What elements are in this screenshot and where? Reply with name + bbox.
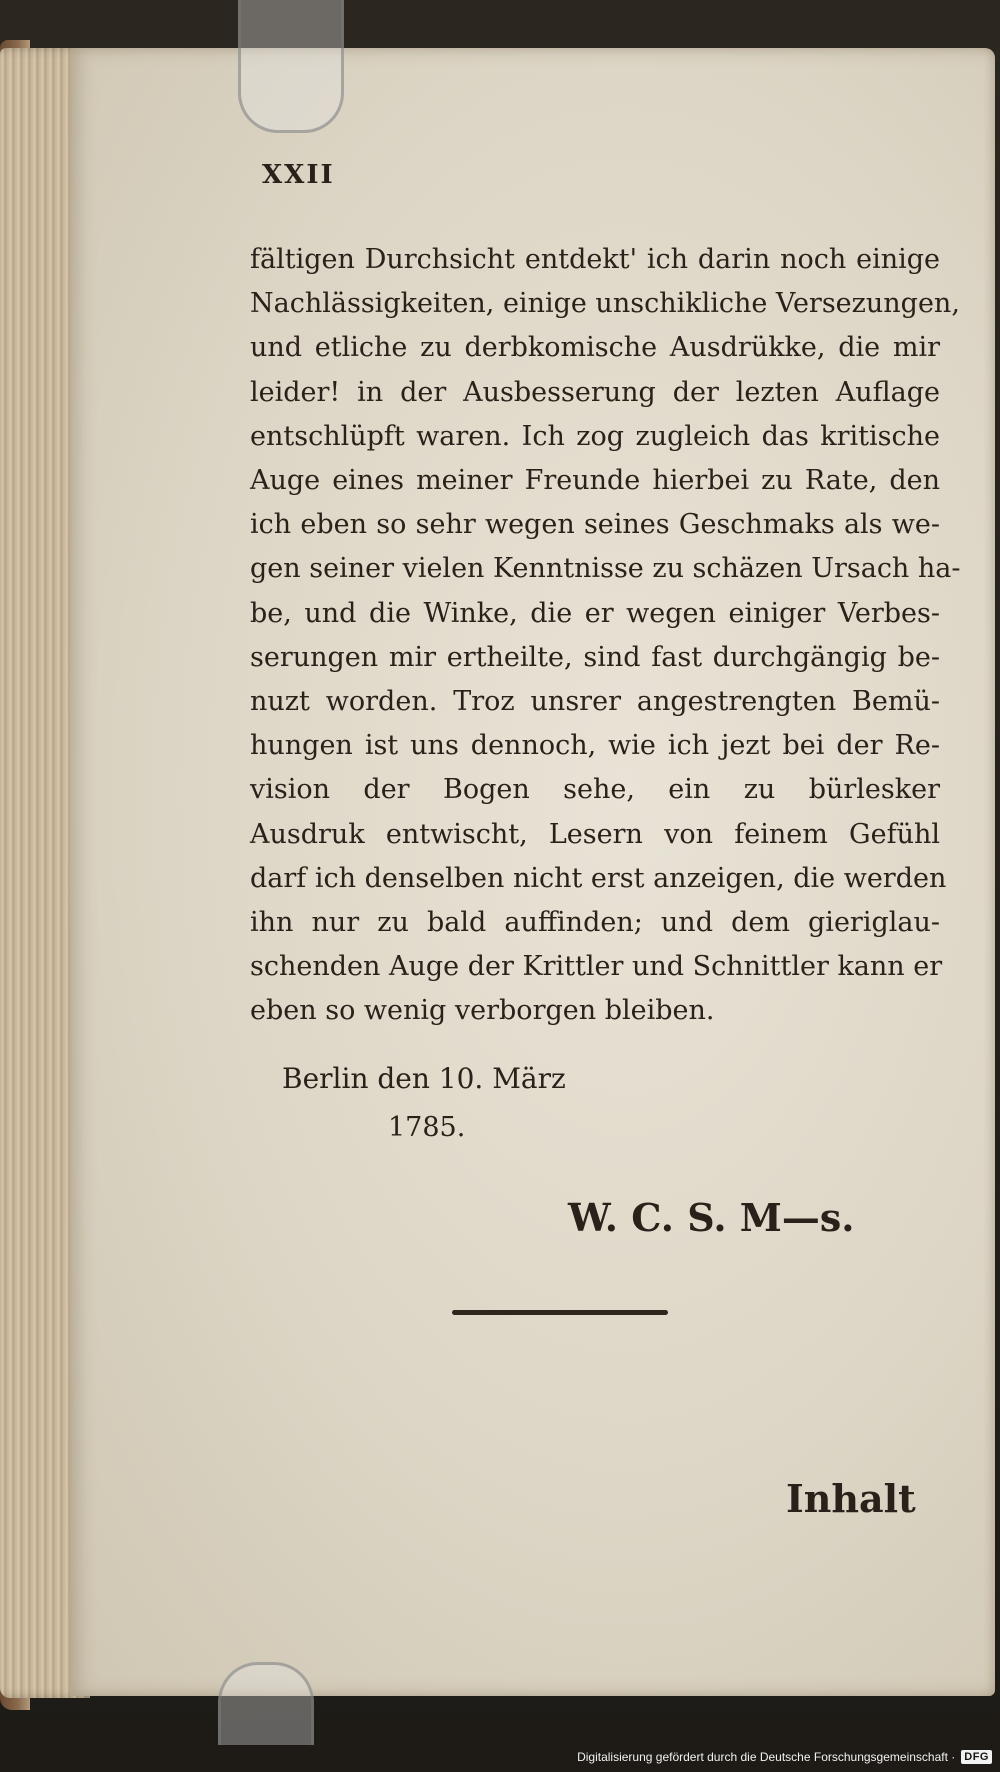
text-line: hungen ist uns dennoch, wie ich jezt bei der Re- xyxy=(250,730,940,762)
credit-text: Digitalisierung gefördert durch die Deutsche Forschungsgemeinschaft · xyxy=(577,1750,956,1764)
signature: W. C. S. M—s. xyxy=(568,1195,855,1240)
page-number: XXII xyxy=(262,160,335,190)
text-line: Nachlässigkeiten, einige unschikliche Versezungen, xyxy=(250,288,960,320)
text-line: Auge eines meiner Freunde hierbei zu Rate, den xyxy=(250,465,940,497)
text-line: vision der Bogen sehe, ein zu bürlesker xyxy=(250,774,940,806)
text-line: darf ich denselben nicht erst anzeigen, die werden xyxy=(250,862,947,894)
text-line: ich eben so sehr wegen seines Geschmaks als we- xyxy=(250,509,940,541)
body-text xyxy=(250,238,961,1034)
text-line: und etliche zu derbkomische Ausdrükke, die mir xyxy=(250,332,940,364)
dfg-logo: DFG xyxy=(961,1750,992,1764)
text-line: be, und die Winke, die er wegen einiger Verbes- xyxy=(250,597,940,629)
digitization-credit xyxy=(577,1750,992,1764)
place-date: Berlin den 10. März xyxy=(282,1062,566,1095)
text-line: schenden Auge der Krittler und Schnittler kann er xyxy=(250,951,943,983)
catchword: Inhalt xyxy=(786,1476,916,1521)
text-line: eben so wenig verborgen bleiben. xyxy=(250,995,715,1027)
divider-rule xyxy=(452,1310,668,1315)
text-line: nuzt worden. Troz unsrer angestrengten Bemü- xyxy=(250,686,940,718)
year: 1785. xyxy=(388,1112,466,1143)
text-line: serungen mir ertheilte, sind fast durchgängig be- xyxy=(250,641,940,673)
text-line: gen seiner vielen Kenntnisse zu schäzen Ursach ha- xyxy=(250,553,961,585)
text-line: ihn nur zu bald auffinden; und dem gieriglau- xyxy=(250,907,940,939)
glass-clip-bottom xyxy=(218,1662,314,1745)
glass-clip-top xyxy=(238,0,344,133)
text-line: Ausdruk entwischt, Lesern von feinem Gefühl xyxy=(250,818,940,850)
text-line: leider! in der Ausbesserung der lezten Auflage xyxy=(250,376,940,408)
text-line: entschlüpft waren. Ich zog zugleich das kritische xyxy=(250,420,940,452)
text-line: fältigen Durchsicht entdekt' ich darin noch einige xyxy=(250,244,940,275)
